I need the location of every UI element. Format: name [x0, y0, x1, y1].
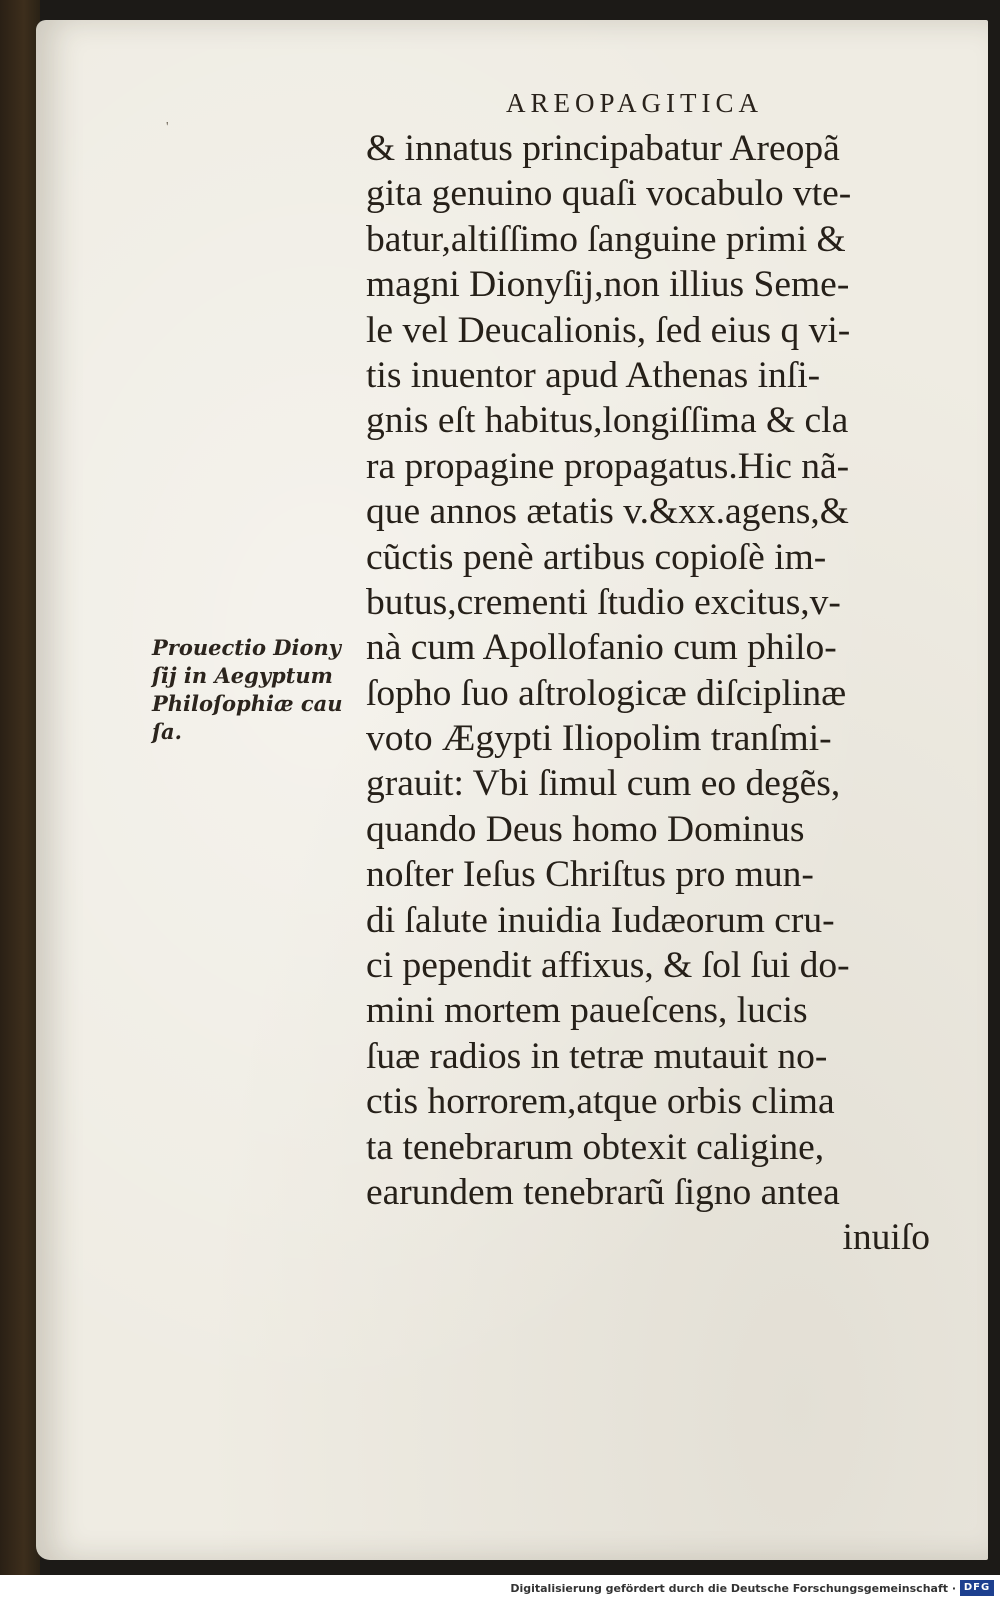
- marginal-note-line: ſij in Aegyptum: [152, 663, 333, 688]
- catchword: inuiſo: [842, 1217, 930, 1259]
- text-line: ra propagine propagatus.Hic nã-: [366, 445, 850, 487]
- running-head: AREOPAGITICA: [506, 88, 764, 118]
- text-line: magni Dionyſij,non illius Seme-: [366, 264, 850, 306]
- text-line: butus,crementi ſtudio excitus,v-: [366, 581, 841, 623]
- text-line: mini mortem paueſcens, lucis: [366, 990, 808, 1032]
- text-line: ci pependit affixus, & ſol ſui do-: [366, 945, 850, 987]
- marginal-note-line: ſa.: [152, 719, 182, 744]
- body-text: [366, 126, 934, 1261]
- text-line: batur,altiſſimo ſanguine primi &: [366, 218, 846, 260]
- text-line: voto Ægypti Iliopolim tranſmi-: [366, 718, 832, 760]
- text-line: gita genuino quaſi vocabulo vte-: [366, 173, 852, 215]
- text-line: le vel Deucalionis, ſed eius q vi-: [366, 309, 851, 351]
- text-line: cũctis penè artibus copioſè im-: [366, 536, 827, 578]
- text-line: & innatus principabatur Areopã: [366, 128, 840, 169]
- book-edge: [0, 0, 40, 1575]
- text-line: di ſalute inuidia Iudæorum cru-: [366, 899, 835, 941]
- marginal-note-line: Prouectio Diony: [152, 635, 341, 660]
- text-line: ſuæ radios in tetræ mutauit no-: [366, 1035, 828, 1077]
- stray-mark: ': [166, 120, 169, 135]
- text-line: grauit: Vbi ſimul cum eo degẽs,: [366, 763, 841, 805]
- footer-bar: [0, 1575, 1000, 1603]
- text-line: earundem tenebrarũ ſigno antea: [366, 1171, 840, 1213]
- text-line: quando Deus homo Dominus: [366, 808, 805, 850]
- text-line: gnis eſt habitus,longiſſima & cla: [366, 400, 849, 442]
- marginal-note-line: Philoſophiæ cau: [152, 691, 343, 716]
- text-line: ſopho ſuo aſtrologicæ diſciplinæ: [366, 672, 847, 714]
- marginal-note: [152, 634, 372, 746]
- text-line: que annos ætatis v.&xx.agens,&: [366, 491, 849, 533]
- text-line: tis inuentor apud Athenas inſi-: [366, 354, 821, 396]
- text-line: ta tenebrarum obtexit caligine,: [366, 1126, 825, 1168]
- text-line: nà cum Apollofanio cum philo-: [366, 627, 837, 669]
- funding-credit: Digitalisierung gefördert durch die Deutsche Forschungsgemeinschaft ·: [510, 1582, 956, 1595]
- text-line: ctis horrorem,atque orbis clima: [366, 1081, 835, 1123]
- text-line: noſter Ieſus Chriſtus pro mun-: [366, 854, 814, 896]
- dfg-logo: DFG: [960, 1580, 994, 1596]
